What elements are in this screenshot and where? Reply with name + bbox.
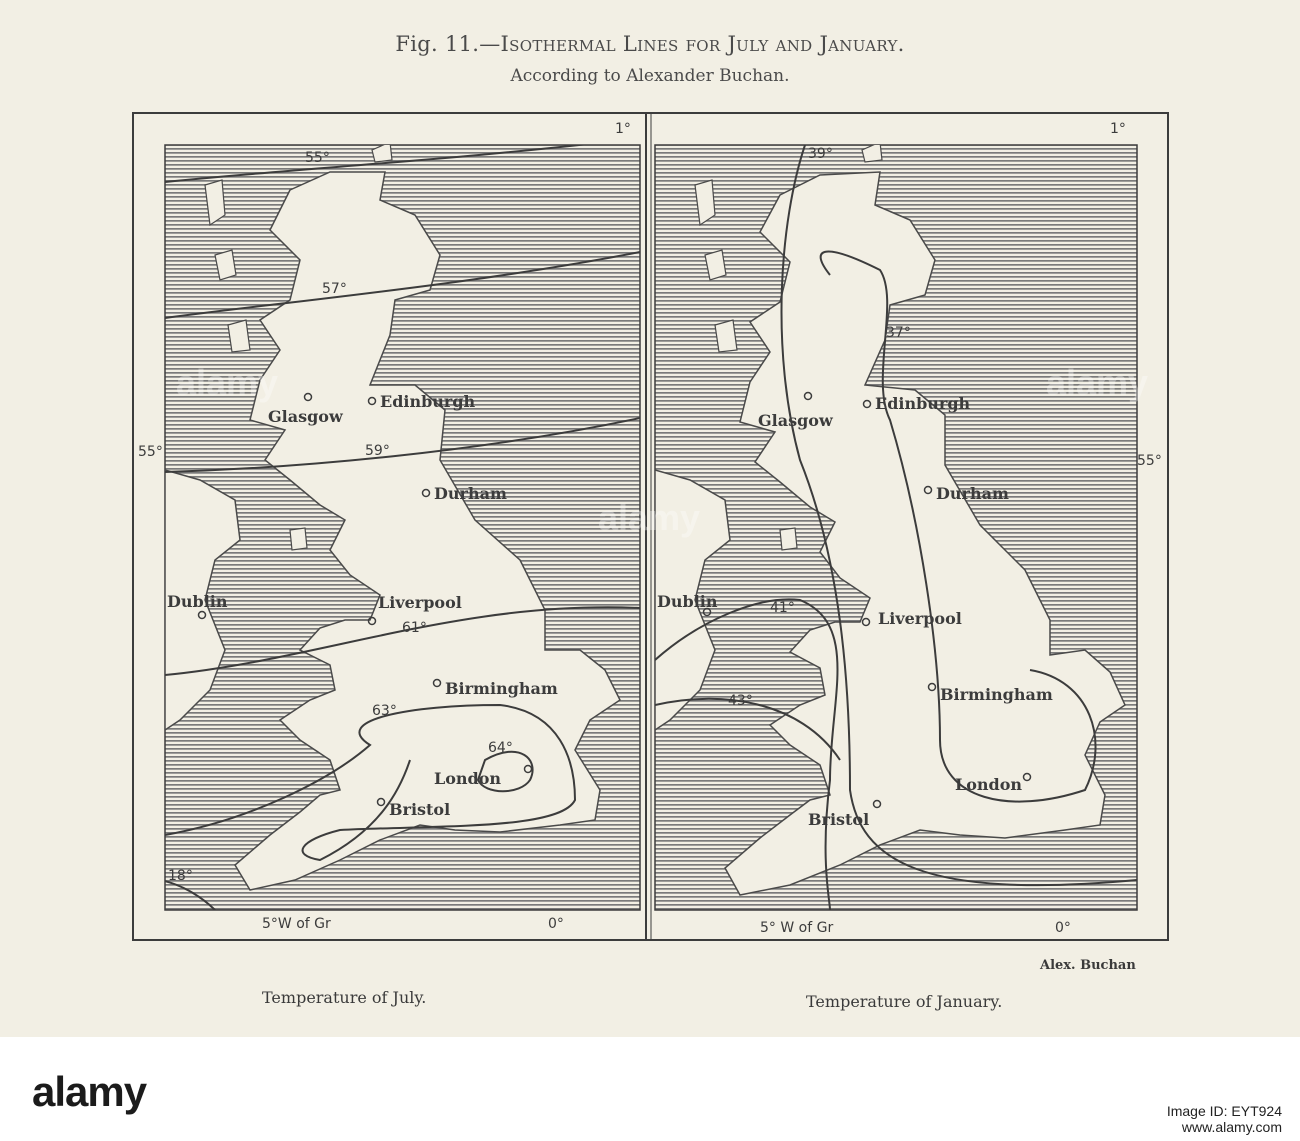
- january-city-durham: Durham: [936, 484, 1009, 503]
- july-city-durham: Durham: [434, 484, 507, 503]
- january-city-dublin: Dublin: [657, 592, 718, 611]
- july-bottom-label-zero: 0°: [548, 916, 564, 932]
- january-isotherm-label-41: 41°: [770, 600, 795, 616]
- july-map: [160, 138, 640, 910]
- july-isotherm-label-63: 63°: [372, 703, 397, 719]
- january-corner-longitude: 1°: [1110, 121, 1126, 137]
- watermark-logo: alamy: [32, 1068, 147, 1115]
- figure-title-main: Isothermal Lines for July and January.: [500, 32, 905, 56]
- january-city-birmingham: Birmingham: [940, 685, 1053, 704]
- july-city-edinburgh: Edinburgh: [380, 392, 476, 411]
- july-isotherm-label-64: 64°: [488, 740, 513, 756]
- january-latitude-label: 55°: [1137, 453, 1162, 469]
- july-isotherm-label-55: 55°: [305, 150, 330, 166]
- july-city-glasgow: Glasgow: [268, 407, 343, 426]
- watermark-meta: [1167, 1103, 1282, 1135]
- january-bottom-label-west: 5° W of Gr: [760, 920, 834, 936]
- july-isotherm-label-57: 57°: [322, 281, 347, 297]
- july-city-london: London: [434, 769, 502, 788]
- july-caption: Temperature of July.: [262, 988, 427, 1007]
- watermark-image-id: Image ID: EYT924: [1166, 1103, 1282, 1119]
- watermark-faint-right: alamy: [1046, 362, 1149, 403]
- january-isotherm-label-39: 39°: [808, 146, 833, 162]
- figure-subtitle: According to Alexander Buchan.: [510, 66, 790, 86]
- july-city-liverpool: Liverpool: [378, 593, 462, 612]
- january-map: [655, 142, 1137, 910]
- january-caption: Temperature of January.: [806, 992, 1003, 1011]
- july-bottom-label-west: 5°W of Gr: [262, 916, 331, 932]
- july-isotherm-label-59: 59°: [365, 443, 390, 459]
- july-city-birmingham: Birmingham: [445, 679, 558, 698]
- january-city-bristol: Bristol: [808, 810, 870, 829]
- watermark-faint-center: alamy: [598, 497, 701, 538]
- january-city-edinburgh: Edinburgh: [875, 394, 971, 413]
- july-isotherm-label-18: 18°: [168, 868, 193, 884]
- july-city-dublin: Dublin: [167, 592, 228, 611]
- january-city-liverpool: Liverpool: [878, 609, 962, 628]
- watermark-bar: [0, 1037, 1300, 1141]
- january-isotherm-label-43: 43°: [728, 693, 753, 709]
- january-isotherm-label-37: 37°: [886, 325, 911, 341]
- watermark-faint-left: alamy: [176, 362, 279, 403]
- january-city-glasgow: Glasgow: [758, 411, 833, 430]
- map-credit: Alex. Buchan: [1040, 958, 1136, 973]
- july-corner-longitude: 1°: [615, 121, 631, 137]
- january-bottom-label-zero: 0°: [1055, 920, 1071, 936]
- july-city-bristol: Bristol: [389, 800, 451, 819]
- watermark-site: www.alamy.com: [1181, 1119, 1282, 1135]
- july-latitude-label: 55°: [138, 444, 163, 460]
- figure-title-prefix: Fig. 11.—: [395, 32, 501, 56]
- july-isotherm-label-61: 61°: [402, 620, 427, 636]
- january-city-london: London: [955, 775, 1023, 794]
